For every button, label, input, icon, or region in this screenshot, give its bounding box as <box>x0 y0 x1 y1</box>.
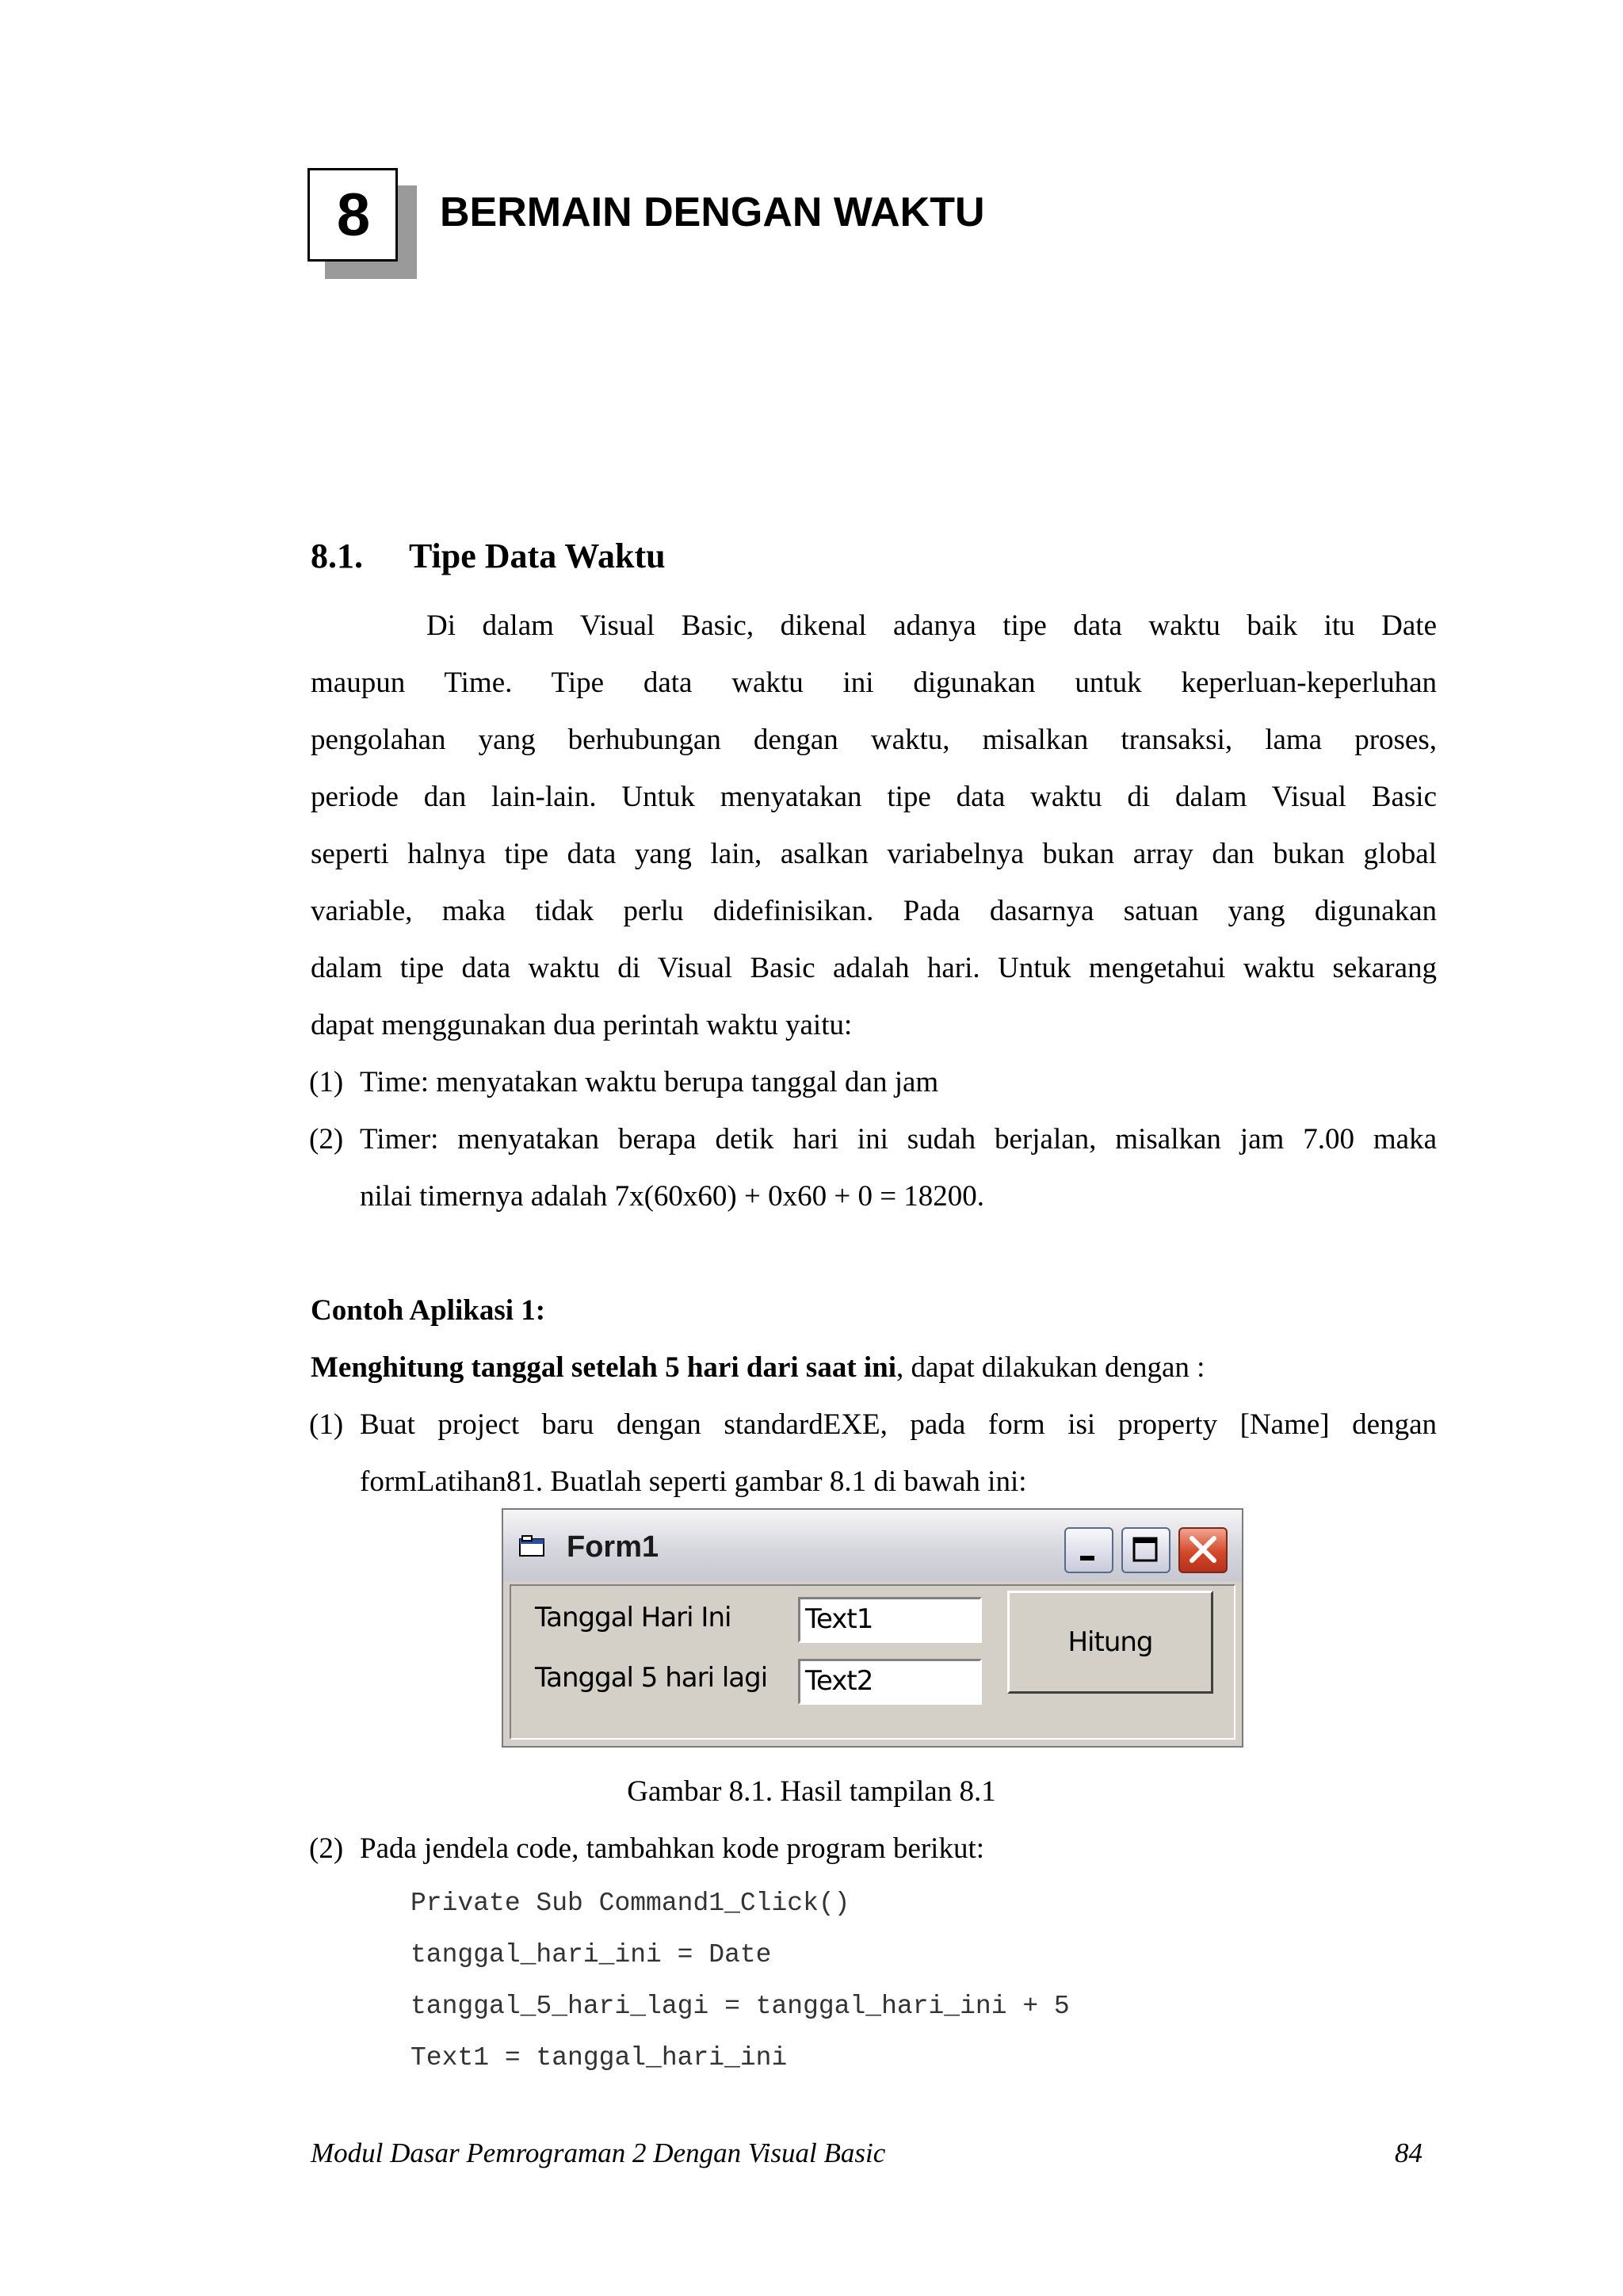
maximize-button[interactable] <box>1121 1527 1170 1573</box>
example-heading: Contoh Aplikasi 1: <box>311 1294 546 1327</box>
minimize-icon <box>1066 1529 1112 1572</box>
label-tanggal-hari-ini: Tanggal Hari Ini <box>535 1602 731 1633</box>
figure-caption: Gambar 8.1. Hasil tampilan 8.1 <box>627 1775 996 1808</box>
paragraph-line: dapat menggunakan dua perintah waktu yaitu: <box>311 1009 853 1041</box>
step-line: formLatihan81. Buatlah seperti gambar 8.1 di bawah ini: <box>360 1465 1027 1498</box>
section-title: Tipe Data Waktu <box>409 537 666 575</box>
chapter-title: BERMAIN DENGAN WAKTU <box>440 189 985 235</box>
list-number: (2) <box>309 1123 344 1156</box>
title-bar[interactable] <box>503 1510 1242 1581</box>
paragraph-line: maupun Time. Tipe data waktu ini digunakan untuk keperluan-keperluhan <box>311 667 1437 699</box>
example-intro <box>311 1349 1205 1387</box>
minimize-button[interactable] <box>1064 1527 1113 1573</box>
step-number: (2) <box>309 1832 344 1865</box>
label-tanggal-5-hari-lagi: Tanggal 5 hari lagi <box>535 1662 768 1694</box>
list-item: Time: menyatakan waktu berupa tanggal dan jam <box>360 1066 939 1098</box>
step-line: Buat project baru dengan standardEXE, pada form isi property [Name] dengan <box>360 1408 1437 1441</box>
example-intro-bold: Menghitung tanggal setelah 5 hari dari saat ini <box>311 1351 897 1384</box>
paragraph-line: dalam tipe data waktu di Visual Basic adalah hari. Untuk mengetahui waktu sekarang <box>311 952 1437 984</box>
section-number: 8.1. <box>311 537 363 575</box>
step-number: (1) <box>309 1408 344 1441</box>
paragraph-line: seperti halnya tipe data yang lain, asalkan variabelnya bukan array dan bukan global <box>311 838 1437 870</box>
code-line: Text1 = tanggal_hari_ini <box>411 2043 788 2073</box>
close-button[interactable] <box>1178 1527 1228 1573</box>
paragraph-line: periode dan lain-lain. Untuk menyatakan tipe data waktu di dalam Visual Basic <box>311 781 1437 813</box>
hitung-button[interactable]: Hitung <box>1007 1591 1213 1694</box>
list-number: (1) <box>309 1066 344 1098</box>
paragraph-line: pengolahan yang berhubungan dengan waktu, misalkan transaksi, lama proses, <box>311 724 1437 756</box>
example-intro-rest: , dapat dilakukan dengan : <box>896 1351 1205 1384</box>
page-number: 84 <box>1395 2137 1423 2168</box>
maximize-icon <box>1123 1529 1169 1572</box>
code-line: tanggal_5_hari_lagi = tanggal_hari_ini + 5 <box>411 1992 1070 2021</box>
close-icon <box>1180 1529 1226 1572</box>
text2-input[interactable]: Text2 <box>798 1659 982 1705</box>
window-icon <box>519 1535 546 1557</box>
form-client-area <box>510 1584 1235 1740</box>
paragraph-line: Di dalam Visual Basic, dikenal adanya tipe data waktu baik itu Date <box>426 609 1437 642</box>
list-item: Timer: menyatakan berapa detik hari ini sudah berjalan, misalkan jam 7.00 maka <box>360 1123 1437 1156</box>
window-title: Form1 <box>567 1530 659 1564</box>
text1-input[interactable]: Text1 <box>798 1597 982 1643</box>
code-line: tanggal_hari_ini = Date <box>411 1940 772 1969</box>
form1-window <box>502 1508 1243 1748</box>
chapter-number: 8 <box>307 168 398 262</box>
step-line: Pada jendela code, tambahkan kode program berikut: <box>360 1832 985 1865</box>
footer-title: Modul Dasar Pemrograman 2 Dengan Visual Basic <box>311 2137 886 2168</box>
code-line: Private Sub Command1_Click() <box>411 1889 850 1918</box>
list-item: nilai timernya adalah 7x(60x60) + 0x60 + 0 = 18200. <box>360 1180 985 1213</box>
paragraph-line: variable, maka tidak perlu didefinisikan. Pada dasarnya satuan yang digunakan <box>311 895 1437 927</box>
